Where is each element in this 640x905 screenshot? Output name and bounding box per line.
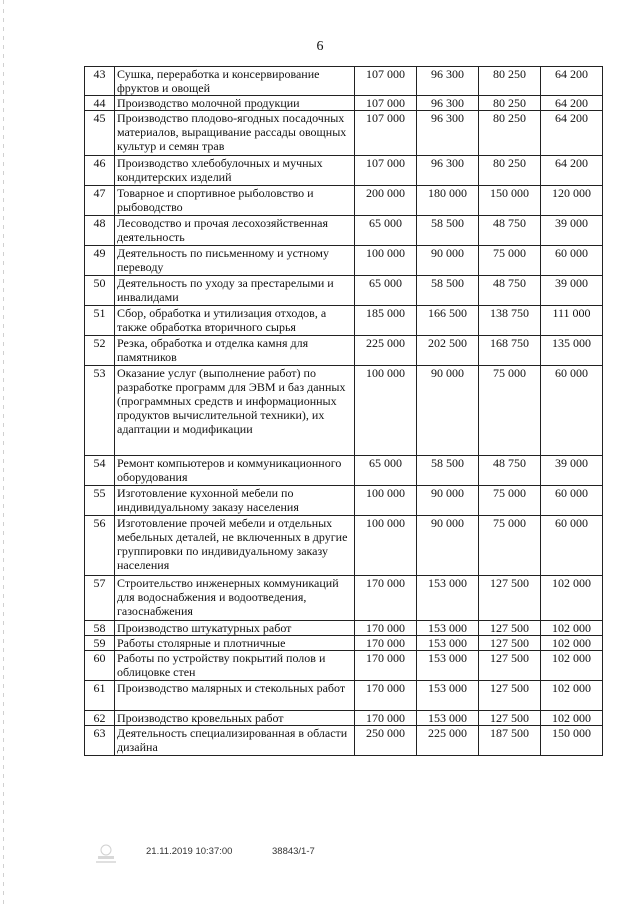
row-number: 45 bbox=[85, 111, 115, 156]
row-number: 57 bbox=[85, 576, 115, 621]
value-col-1: 100 000 bbox=[355, 516, 417, 576]
value-col-2: 153 000 bbox=[417, 681, 479, 711]
table-row bbox=[85, 636, 603, 651]
table-row bbox=[85, 216, 603, 246]
activity-name: Изготовление прочей мебели и отдельных мебельных деталей, не включенных в другие группировки по индивидуальному заказу населения bbox=[115, 516, 355, 576]
value-col-2: 90 000 bbox=[417, 366, 479, 456]
value-col-2: 58 500 bbox=[417, 216, 479, 246]
value-col-4: 39 000 bbox=[541, 456, 603, 486]
activity-name: Сушка, переработка и консервирование фруктов и овощей bbox=[115, 67, 355, 96]
value-col-4: 102 000 bbox=[541, 621, 603, 636]
activity-name: Работы по устройству покрытий полов и облицовке стен bbox=[115, 651, 355, 681]
row-number: 51 bbox=[85, 306, 115, 336]
activity-name: Работы столярные и плотничные bbox=[115, 636, 355, 651]
page-number: 6 bbox=[316, 39, 324, 54]
value-col-4: 102 000 bbox=[541, 681, 603, 711]
row-number: 54 bbox=[85, 456, 115, 486]
table-row bbox=[85, 651, 603, 681]
table-row bbox=[85, 156, 603, 186]
table-row bbox=[85, 681, 603, 711]
activity-name: Производство хлебобулочных и мучных кондитерских изделий bbox=[115, 156, 355, 186]
value-col-2: 153 000 bbox=[417, 651, 479, 681]
activity-name: Производство штукатурных работ bbox=[115, 621, 355, 636]
value-col-4: 102 000 bbox=[541, 651, 603, 681]
value-col-1: 170 000 bbox=[355, 681, 417, 711]
footer-document-id: 38843/1-7 bbox=[272, 846, 315, 857]
table-row bbox=[85, 366, 603, 456]
value-col-1: 107 000 bbox=[355, 156, 417, 186]
table-row bbox=[85, 711, 603, 726]
value-col-1: 100 000 bbox=[355, 366, 417, 456]
row-number: 56 bbox=[85, 516, 115, 576]
value-col-2: 225 000 bbox=[417, 726, 479, 756]
value-col-3: 80 250 bbox=[479, 96, 541, 111]
value-col-3: 48 750 bbox=[479, 276, 541, 306]
value-col-3: 80 250 bbox=[479, 156, 541, 186]
table-row bbox=[85, 276, 603, 306]
table-row bbox=[85, 336, 603, 366]
activity-name: Ремонт компьютеров и коммуникационного оборудования bbox=[115, 456, 355, 486]
footer-datetime: 21.11.2019 10:37:00 bbox=[146, 846, 233, 857]
value-col-3: 127 500 bbox=[479, 621, 541, 636]
value-col-2: 90 000 bbox=[417, 516, 479, 576]
activity-name: Товарное и спортивное рыболовство и рыбоводство bbox=[115, 186, 355, 216]
activity-name: Резка, обработка и отделка камня для памятников bbox=[115, 336, 355, 366]
table-row bbox=[85, 516, 603, 576]
value-col-2: 153 000 bbox=[417, 576, 479, 621]
value-col-1: 100 000 bbox=[355, 246, 417, 276]
value-col-4: 39 000 bbox=[541, 276, 603, 306]
table-row bbox=[85, 306, 603, 336]
value-col-4: 102 000 bbox=[541, 711, 603, 726]
value-col-1: 170 000 bbox=[355, 621, 417, 636]
value-col-3: 75 000 bbox=[479, 486, 541, 516]
table-row bbox=[85, 186, 603, 216]
row-number: 49 bbox=[85, 246, 115, 276]
activity-name: Лесоводство и прочая лесохозяйственная деятельность bbox=[115, 216, 355, 246]
row-number: 50 bbox=[85, 276, 115, 306]
activities-table bbox=[84, 66, 603, 756]
value-col-3: 80 250 bbox=[479, 67, 541, 96]
value-col-3: 187 500 bbox=[479, 726, 541, 756]
value-col-1: 170 000 bbox=[355, 576, 417, 621]
row-number: 46 bbox=[85, 156, 115, 186]
activity-name: Деятельность специализированная в области дизайна bbox=[115, 726, 355, 756]
value-col-2: 153 000 bbox=[417, 621, 479, 636]
row-number: 63 bbox=[85, 726, 115, 756]
value-col-4: 60 000 bbox=[541, 486, 603, 516]
value-col-3: 150 000 bbox=[479, 186, 541, 216]
value-col-3: 127 500 bbox=[479, 576, 541, 621]
value-col-3: 127 500 bbox=[479, 636, 541, 651]
activity-name: Сбор, обработка и утилизация отходов, а также обработка вторичного сырья bbox=[115, 306, 355, 336]
value-col-1: 65 000 bbox=[355, 276, 417, 306]
table-row bbox=[85, 111, 603, 156]
row-number: 47 bbox=[85, 186, 115, 216]
value-col-1: 170 000 bbox=[355, 636, 417, 651]
value-col-4: 135 000 bbox=[541, 336, 603, 366]
value-col-4: 60 000 bbox=[541, 246, 603, 276]
row-number: 60 bbox=[85, 651, 115, 681]
table-row bbox=[85, 576, 603, 621]
value-col-4: 64 200 bbox=[541, 156, 603, 186]
table-row bbox=[85, 486, 603, 516]
value-col-2: 96 300 bbox=[417, 111, 479, 156]
value-col-1: 100 000 bbox=[355, 486, 417, 516]
activity-name: Деятельность по уходу за престарелыми и инвалидами bbox=[115, 276, 355, 306]
row-number: 61 bbox=[85, 681, 115, 711]
value-col-1: 185 000 bbox=[355, 306, 417, 336]
value-col-3: 48 750 bbox=[479, 216, 541, 246]
value-col-2: 90 000 bbox=[417, 486, 479, 516]
row-number: 48 bbox=[85, 216, 115, 246]
row-number: 55 bbox=[85, 486, 115, 516]
row-number: 58 bbox=[85, 621, 115, 636]
value-col-4: 102 000 bbox=[541, 576, 603, 621]
value-col-4: 64 200 bbox=[541, 96, 603, 111]
value-col-4: 102 000 bbox=[541, 636, 603, 651]
activity-name: Деятельность по письменному и устному переводу bbox=[115, 246, 355, 276]
value-col-2: 180 000 bbox=[417, 186, 479, 216]
activity-name: Строительство инженерных коммуникаций для водоснабжения и водоотведения, газоснабжения bbox=[115, 576, 355, 621]
activity-name: Производство молочной продукции bbox=[115, 96, 355, 111]
value-col-4: 39 000 bbox=[541, 216, 603, 246]
table-row bbox=[85, 456, 603, 486]
value-col-1: 250 000 bbox=[355, 726, 417, 756]
value-col-2: 202 500 bbox=[417, 336, 479, 366]
table-row bbox=[85, 246, 603, 276]
row-number: 52 bbox=[85, 336, 115, 366]
value-col-2: 58 500 bbox=[417, 276, 479, 306]
value-col-3: 127 500 bbox=[479, 651, 541, 681]
value-col-4: 120 000 bbox=[541, 186, 603, 216]
table-row bbox=[85, 726, 603, 756]
value-col-1: 65 000 bbox=[355, 216, 417, 246]
activity-name: Производство кровельных работ bbox=[115, 711, 355, 726]
table-row bbox=[85, 67, 603, 96]
scan-edge-artifact bbox=[3, 0, 4, 905]
value-col-2: 96 300 bbox=[417, 67, 479, 96]
value-col-4: 64 200 bbox=[541, 67, 603, 96]
row-number: 44 bbox=[85, 96, 115, 111]
value-col-4: 64 200 bbox=[541, 111, 603, 156]
value-col-1: 170 000 bbox=[355, 651, 417, 681]
stamp-icon bbox=[92, 842, 120, 866]
value-col-2: 96 300 bbox=[417, 96, 479, 111]
value-col-3: 75 000 bbox=[479, 366, 541, 456]
value-col-4: 150 000 bbox=[541, 726, 603, 756]
value-col-3: 127 500 bbox=[479, 681, 541, 711]
value-col-3: 127 500 bbox=[479, 711, 541, 726]
value-col-3: 168 750 bbox=[479, 336, 541, 366]
activity-name: Изготовление кухонной мебели по индивидуальному заказу населения bbox=[115, 486, 355, 516]
value-col-2: 58 500 bbox=[417, 456, 479, 486]
value-col-3: 80 250 bbox=[479, 111, 541, 156]
activity-name: Производство малярных и стекольных работ bbox=[115, 681, 355, 711]
value-col-4: 60 000 bbox=[541, 516, 603, 576]
value-col-2: 90 000 bbox=[417, 246, 479, 276]
table-row bbox=[85, 621, 603, 636]
value-col-1: 107 000 bbox=[355, 67, 417, 96]
value-col-2: 166 500 bbox=[417, 306, 479, 336]
activity-name: Оказание услуг (выполнение работ) по разработке программ для ЭВМ и баз данных (программных средств и информационных продуктов вычислительной техники), их адаптации и модификации bbox=[115, 366, 355, 456]
row-number: 59 bbox=[85, 636, 115, 651]
value-col-3: 48 750 bbox=[479, 456, 541, 486]
activity-name: Производство плодово-ягодных посадочных материалов, выращивание рассады овощных культур и семян трав bbox=[115, 111, 355, 156]
value-col-3: 75 000 bbox=[479, 246, 541, 276]
value-col-4: 111 000 bbox=[541, 306, 603, 336]
value-col-1: 107 000 bbox=[355, 111, 417, 156]
value-col-2: 96 300 bbox=[417, 156, 479, 186]
value-col-3: 75 000 bbox=[479, 516, 541, 576]
row-number: 62 bbox=[85, 711, 115, 726]
table-row bbox=[85, 96, 603, 111]
value-col-2: 153 000 bbox=[417, 636, 479, 651]
value-col-1: 107 000 bbox=[355, 96, 417, 111]
value-col-1: 170 000 bbox=[355, 711, 417, 726]
value-col-2: 153 000 bbox=[417, 711, 479, 726]
row-number: 43 bbox=[85, 67, 115, 96]
value-col-1: 200 000 bbox=[355, 186, 417, 216]
row-number: 53 bbox=[85, 366, 115, 456]
value-col-3: 138 750 bbox=[479, 306, 541, 336]
value-col-1: 65 000 bbox=[355, 456, 417, 486]
value-col-1: 225 000 bbox=[355, 336, 417, 366]
value-col-4: 60 000 bbox=[541, 366, 603, 456]
